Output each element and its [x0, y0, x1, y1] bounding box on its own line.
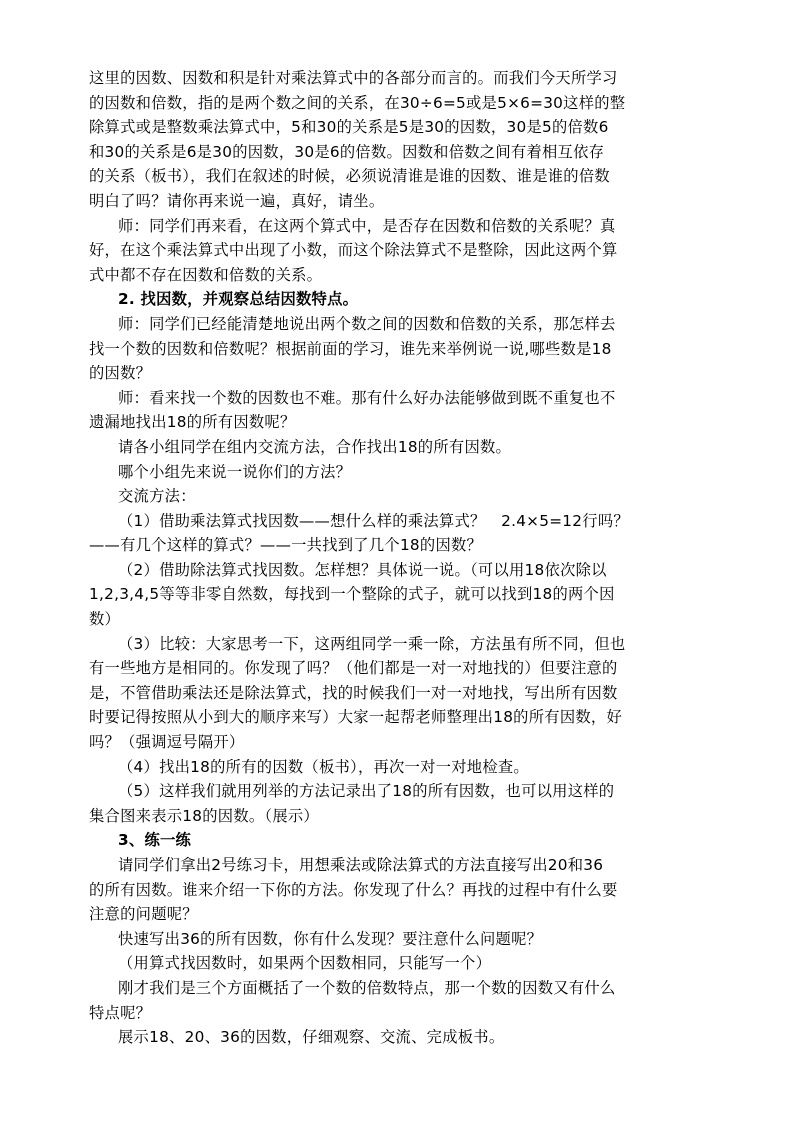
text-line: 集合图来表示18的因数。（展示） — [89, 806, 319, 825]
text-line: 的因数和倍数，指的是两个数之间的关系，在30÷6=5或是5×6=30这样的整 — [89, 93, 626, 112]
text-line: 交流方法： — [118, 487, 196, 506]
text-line: 好，在这个乘法算式中出现了小数，而这个除法算式不是整除，因此这两个算 — [89, 241, 618, 260]
text-line: （5）这样我们就用列举的方法记录出了18的所有因数，也可以用这样的 — [118, 782, 615, 801]
text-line: 注意的问题呢？ — [89, 905, 198, 924]
text-line: 时要记得按照从小到大的顺序来写）大家一起帮老师整理出18的所有因数，好 — [89, 708, 623, 727]
text-line: 快速写出36的所有因数，你有什么发现？要注意什么问题呢？ — [118, 929, 543, 948]
text-line: 是，不管借助乘法还是除法算式，找的时候我们一对一对地找，写出所有因数 — [89, 683, 618, 702]
text-line: 展示18、20、36的因数，仔细观察、交流、完成板书。 — [118, 1028, 505, 1047]
text-line: 找一个数的因数和倍数呢？根据前面的学习，谁先来举例说一说,哪些数是18 — [89, 339, 612, 358]
text-line: ——有几个这样的算式？——一共找到了几个18的因数？ — [89, 536, 483, 555]
text-line: 请同学们拿出2号练习卡，用想乘法或除法算式的方法直接写出20和36 — [118, 856, 604, 874]
section-heading: 3、练一练 — [118, 831, 192, 850]
text-line: 的因数？ — [89, 364, 152, 383]
text-line: 有一些地方是相同的。你发现了吗？（他们都是一对一对地找的）但要注意的 — [89, 659, 618, 678]
text-line: 明白了吗？请你再来说一遍，真好，请坐。 — [89, 191, 385, 210]
text-line: （用算式找因数时，如果两个因数相同，只能写一个） — [118, 954, 492, 973]
text-line: 师：看来找一个数的因数也不难。那有什么好办法能够做到既不重复也不 — [118, 388, 616, 407]
section-heading: 2. 找因数，并观察总结因数特点。 — [118, 290, 359, 309]
text-line: 遗漏地找出18的所有因数呢？ — [89, 413, 296, 432]
text-line: 和30的关系是6是30的因数，30是6的倍数。因数和倍数之间有着相互依存 — [89, 142, 605, 161]
text-line: 式中都不存在因数和倍数的关系。 — [89, 265, 323, 284]
text-line: 这里的因数、因数和积是针对乘法算式中的各部分而言的。而我们今天所学习 — [89, 69, 618, 87]
document-page — [89, 66, 719, 1050]
text-line: 除算式或是整数乘法算式中，5和30的关系是5是30的因数，30是5的倍数6 — [89, 118, 609, 137]
text-line: （4）找出18的所有的因数（板书），再次一对一对地检查。 — [118, 757, 529, 776]
text-line: 刚才我们是三个方面概括了一个数的倍数特点，那一个数的因数又有什么 — [118, 978, 616, 997]
text-line: 哪个小组先来说一说你们的方法？ — [118, 462, 352, 481]
text-line: （3）比较：大家思考一下，这两组同学一乘一除，方法虽有所不同，但也 — [118, 634, 626, 653]
text-line: 师：同学们已经能清楚地说出两个数之间的因数和倍数的关系，那怎样去 — [118, 314, 616, 333]
text-line: 的关系（板书），我们在叙述的时候，必须说清谁是谁的因数、谁是谁的倍数 — [89, 167, 610, 186]
text-line: 数） — [89, 610, 121, 629]
text-line: 1,2,3,4,5等等非零自然数，每找到一个整除的式子，就可以找到18的两个因 — [89, 585, 615, 604]
text-line: 吗？（强调逗号隔开） — [89, 733, 245, 752]
text-line: 请各小组同学在组内交流方法，合作找出18的所有因数。 — [118, 437, 512, 456]
text-line: 的所有因数。谁来介绍一下你的方法。你发现了什么？再找的过程中有什么要 — [89, 880, 618, 899]
text-line: 特点呢？ — [89, 1003, 152, 1022]
text-line: 师：同学们再来看，在这两个算式中，是否存在因数和倍数的关系呢？真 — [118, 216, 616, 235]
text-line: （1）借助乘法算式找因数——想什么样的乘法算式？ 2.4×5=12行吗？ — [118, 511, 629, 530]
text-line: （2）借助除法算式找因数。怎样想？具体说一说。（可以用18依次除以 — [118, 560, 607, 579]
